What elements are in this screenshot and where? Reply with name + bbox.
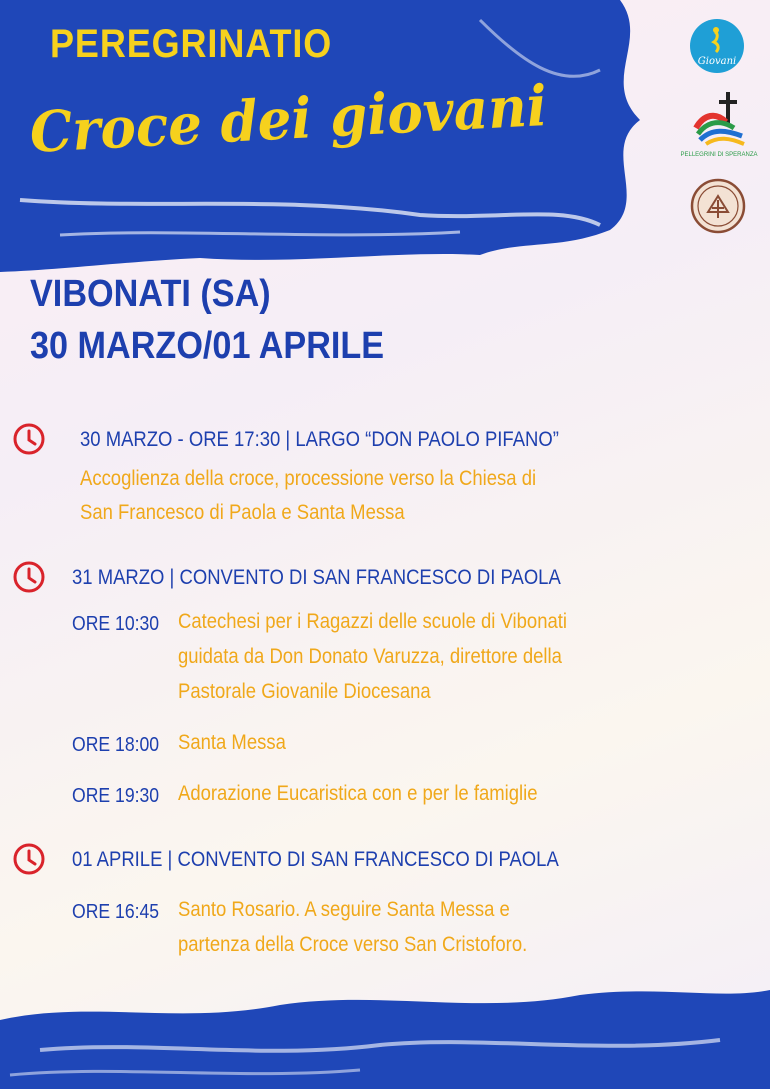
event-description: Santa Messa xyxy=(178,731,286,754)
event-description: Accoglienza della croce, processione verso la Chiesa di xyxy=(80,467,537,490)
event-description: Santo Rosario. A seguire Santa Messa e xyxy=(178,898,510,921)
jubilee-logo xyxy=(680,88,758,160)
event-dates: 30 MARZO/01 APRILE xyxy=(30,325,385,367)
svg-text:Giovani: Giovani xyxy=(697,56,737,67)
svg-text:PELLEGRINI DI SPERANZA: PELLEGRINI DI SPERANZA xyxy=(680,152,758,158)
event-description: San Francesco di Paola e Santa Messa xyxy=(80,501,405,524)
event-description: Adorazione Eucaristica con e per le famiglie xyxy=(178,782,538,805)
place-and-dates xyxy=(30,268,384,372)
event-time: ORE 16:45 xyxy=(72,901,160,923)
event-time: ORE 19:30 xyxy=(72,785,160,807)
event-header: 31 MARZO | CONVENTO DI SAN FRANCESCO DI PAOLA xyxy=(72,566,561,589)
event-description: Catechesi per i Ragazzi delle scuole di Vibonati xyxy=(178,610,568,633)
giovani-logo xyxy=(689,18,745,74)
diocese-seal xyxy=(690,178,746,234)
event-description: guidata da Don Donato Varuzza, direttore della xyxy=(178,645,562,668)
clock-icon xyxy=(12,560,46,594)
event-description: Pastorale Giovanile Diocesana xyxy=(178,680,431,703)
event-time: ORE 10:30 xyxy=(72,613,160,635)
title-peregrinatio: PEREGRINATIO xyxy=(50,22,333,66)
event-time: ORE 18:00 xyxy=(72,734,160,756)
event-description: partenza della Croce verso San Cristoforo. xyxy=(178,933,528,956)
place-name: VIBONATI (SA) xyxy=(30,273,271,315)
clock-icon xyxy=(12,422,46,456)
event-header: 30 MARZO - ORE 17:30 | LARGO “DON PAOLO PIFANO” xyxy=(80,428,559,451)
clock-icon xyxy=(12,842,46,876)
title-croce-dei-giovani: Croce dei giovani xyxy=(28,72,549,166)
event-header: 01 APRILE | CONVENTO DI SAN FRANCESCO DI PAOLA xyxy=(72,848,559,871)
